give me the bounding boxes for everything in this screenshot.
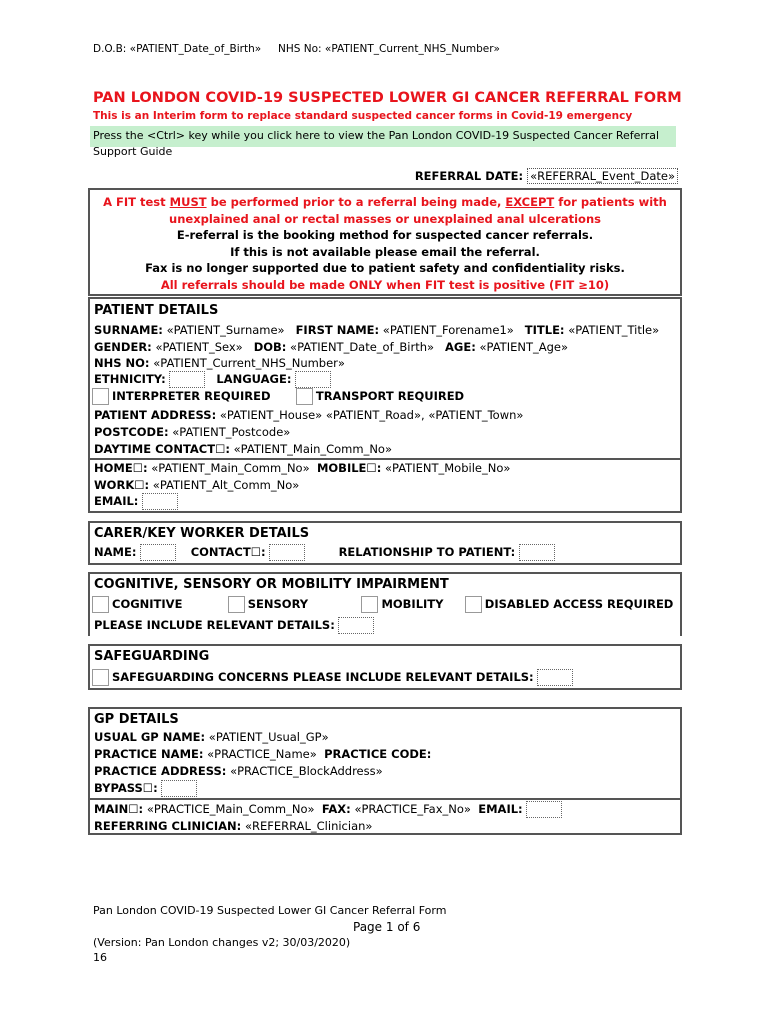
practice-name-label: PRACTICE NAME: — [94, 747, 204, 761]
form-subtitle: This is an Interim form to replace standard suspected cancer forms in Covid-19 emergency — [93, 110, 633, 122]
nhs-label: NHS NO: — [94, 356, 150, 370]
footer-page-number: Page 1 of 6 — [353, 920, 421, 934]
daytime-value[interactable]: «PATIENT_Main_Comm_No» — [233, 442, 393, 456]
safeguarding-label: SAFEGUARDING CONCERNS PLEASE INCLUDE RELEVANT DETAILS: — [112, 670, 534, 684]
main-value[interactable]: «PRACTICE_Main_Comm_No» — [146, 802, 315, 816]
practice-code-label: PRACTICE CODE: — [324, 747, 432, 761]
practice-address-label: PRACTICE ADDRESS: — [94, 764, 227, 778]
language-field[interactable] — [295, 371, 331, 388]
gp-details-section — [88, 707, 682, 835]
bypass-label: BYPASS☐: — [94, 781, 158, 795]
ethnicity-label: ETHNICITY: — [94, 372, 166, 386]
cognitive-checkbox[interactable] — [92, 596, 109, 613]
patient-details-section — [88, 297, 682, 513]
practice-address-value[interactable]: «PRACTICE_BlockAddress» — [230, 764, 383, 778]
work-label: WORK☐: — [94, 478, 150, 492]
form-title: PAN LONDON COVID-19 SUSPECTED LOWER GI CANCER REFERRAL FORM — [93, 90, 682, 106]
carer-title: CARER/KEY WORKER DETAILS — [94, 526, 310, 541]
patient-gender-row — [94, 340, 568, 354]
sensory-label: SENSORY — [247, 597, 309, 611]
mobility-label: MOBILITY — [381, 597, 444, 611]
forename-label: FIRST NAME: — [295, 323, 380, 337]
safeguarding-row — [92, 669, 573, 686]
disabled-access-checkbox[interactable] — [465, 596, 482, 613]
gp-email-field[interactable] — [526, 801, 562, 818]
gender-value[interactable]: «PATIENT_Sex» — [155, 340, 243, 354]
footer-form-name: Pan London COVID-19 Suspected Lower GI Cancer Referral Form — [93, 904, 447, 917]
work-value[interactable]: «PATIENT_Alt_Comm_No» — [152, 478, 300, 492]
home-mobile-row — [94, 461, 510, 475]
notice-line-5: Fax is no longer supported due to patient safety and confidentiality risks. — [145, 261, 625, 275]
daytime-contact-row — [94, 442, 392, 456]
language-label: LANGUAGE: — [216, 372, 292, 386]
carer-name-field[interactable] — [140, 544, 176, 561]
address-label: PATIENT ADDRESS: — [94, 408, 217, 422]
sensory-checkbox[interactable] — [228, 596, 245, 613]
gp-name-label: USUAL GP NAME: — [94, 730, 206, 744]
impairment-details-field[interactable] — [338, 617, 374, 634]
cognitive-section — [88, 572, 682, 636]
postcode-value[interactable]: «PATIENT_Postcode» — [172, 425, 291, 439]
footer-version: (Version: Pan London changes v2; 30/03/2020) — [93, 936, 351, 949]
postcode-label: POSTCODE: — [94, 425, 169, 439]
email-row — [94, 493, 178, 510]
age-label: AGE: — [445, 340, 476, 354]
bypass-row — [94, 780, 197, 797]
patient-nhs-row — [94, 356, 345, 370]
safeguarding-checkbox[interactable] — [92, 669, 109, 686]
notice-line-4: If this is not available please email the referral. — [230, 244, 540, 259]
title-label: TITLE: — [524, 323, 565, 337]
footer-number: 16 — [93, 951, 107, 964]
clinician-row — [94, 819, 372, 833]
cognitive-title: COGNITIVE, SENSORY OR MOBILITY IMPAIRMENT — [94, 577, 449, 592]
ethnicity-field[interactable] — [169, 371, 205, 388]
transport-label: TRANSPORT REQUIRED — [315, 389, 465, 403]
address-value[interactable]: «PATIENT_House» «PATIENT_Road», «PATIENT_Town» — [219, 408, 524, 422]
notice-line-2: unexplained anal or rectal masses or unexplained anal ulcerations — [169, 211, 601, 226]
gp-title: GP DETAILS — [94, 712, 179, 727]
surname-label: SURNAME: — [94, 323, 163, 337]
notice-l1-pre: A FIT test — [103, 195, 170, 209]
transport-checkbox[interactable] — [296, 388, 313, 405]
dob-value[interactable]: «PATIENT_Date_of_Birth» — [290, 340, 435, 354]
support-guide-link[interactable]: Press the <Ctrl> key while you click here to view the Pan London COVID-19 Suspected Cancer Referral Support Guide — [93, 129, 660, 158]
impairment-details-label: PLEASE INCLUDE RELEVANT DETAILS: — [94, 618, 335, 632]
carer-row — [94, 544, 555, 561]
fax-value[interactable]: «PRACTICE_Fax_No» — [354, 802, 471, 816]
gender-label: GENDER: — [94, 340, 152, 354]
disabled-access-label: DISABLED ACCESS REQUIRED — [484, 597, 674, 611]
patient-name-row — [94, 323, 659, 337]
mobile-value[interactable]: «PATIENT_Mobile_No» — [384, 461, 511, 475]
carer-contact-label: CONTACT☐: — [190, 545, 266, 559]
notice-line-6: All referrals should be made ONLY when FIT test is positive (FIT ≥10) — [160, 277, 610, 292]
carer-contact-field[interactable] — [269, 544, 305, 561]
patient-address-row — [94, 408, 523, 422]
notice-l1-post: for patients with — [554, 195, 667, 209]
referral-date-field[interactable]: «REFERRAL_Event_Date» — [527, 168, 678, 184]
requirements-row — [92, 388, 464, 405]
forename-value[interactable]: «PATIENT_Forename1» — [382, 323, 514, 337]
impairment-details-row — [94, 617, 374, 634]
mobility-checkbox[interactable] — [361, 596, 378, 613]
practice-name-value[interactable]: «PRACTICE_Name» — [207, 747, 317, 761]
safeguarding-title: SAFEGUARDING — [94, 649, 210, 664]
age-value[interactable]: «PATIENT_Age» — [479, 340, 569, 354]
title-value[interactable]: «PATIENT_Title» — [568, 323, 660, 337]
clinician-value[interactable]: «REFERRAL_Clinician» — [244, 819, 373, 833]
notice-l1-mid: be performed prior to a referral being made, — [206, 195, 506, 209]
main-label: MAIN☐: — [94, 802, 144, 816]
home-label: HOME☐: — [94, 461, 148, 475]
notice-except: EXCEPT — [505, 195, 555, 209]
bypass-field[interactable] — [161, 780, 197, 797]
notice-must: MUST — [169, 195, 207, 209]
home-value[interactable]: «PATIENT_Main_Comm_No» — [151, 461, 310, 475]
dob-label: DOB: — [253, 340, 287, 354]
interpreter-checkbox[interactable] — [92, 388, 109, 405]
carer-section — [88, 521, 682, 565]
surname-value[interactable]: «PATIENT_Surname» — [166, 323, 285, 337]
safeguarding-field[interactable] — [537, 669, 573, 686]
gp-name-row — [94, 730, 329, 744]
fax-label: FAX: — [321, 802, 351, 816]
gp-name-value[interactable]: «PATIENT_Usual_GP» — [208, 730, 329, 744]
notice-line-1 — [90, 194, 680, 211]
fit-notice — [88, 188, 682, 296]
impairment-row — [92, 596, 673, 613]
daytime-label: DAYTIME CONTACT☐: — [94, 442, 230, 456]
header-dob: D.O.B: «PATIENT_Date_of_Birth» — [93, 43, 262, 55]
patient-email-field[interactable] — [142, 493, 178, 510]
patient-divider — [90, 458, 680, 460]
ethnicity-row — [94, 371, 331, 388]
relationship-field[interactable] — [519, 544, 555, 561]
practice-address-row — [94, 764, 383, 778]
gp-divider — [90, 798, 680, 800]
patient-details-title: PATIENT DETAILS — [94, 303, 219, 318]
cognitive-label: COGNITIVE — [112, 597, 183, 611]
email-label: EMAIL: — [94, 494, 139, 508]
notice-line-3: E-referral is the booking method for suspected cancer referrals. — [176, 228, 594, 242]
mobile-label: MOBILE☐: — [316, 461, 382, 475]
referral-date — [415, 169, 678, 183]
carer-name-label: NAME: — [94, 545, 137, 559]
work-row — [94, 478, 299, 492]
practice-name-row — [94, 747, 431, 761]
relationship-label: RELATIONSHIP TO PATIENT: — [338, 545, 516, 559]
clinician-label: REFERRING CLINICIAN: — [94, 819, 242, 833]
interpreter-label: INTERPRETER REQUIRED — [112, 389, 271, 403]
practice-contact-row — [94, 801, 562, 818]
safeguarding-section — [88, 644, 682, 690]
header-nhs: NHS No: «PATIENT_Current_NHS_Number» — [278, 43, 500, 55]
nhs-value[interactable]: «PATIENT_Current_NHS_Number» — [153, 356, 345, 370]
gp-email-label: EMAIL: — [478, 802, 523, 816]
postcode-row — [94, 425, 290, 439]
referral-date-label: REFERRAL DATE: — [414, 169, 524, 183]
